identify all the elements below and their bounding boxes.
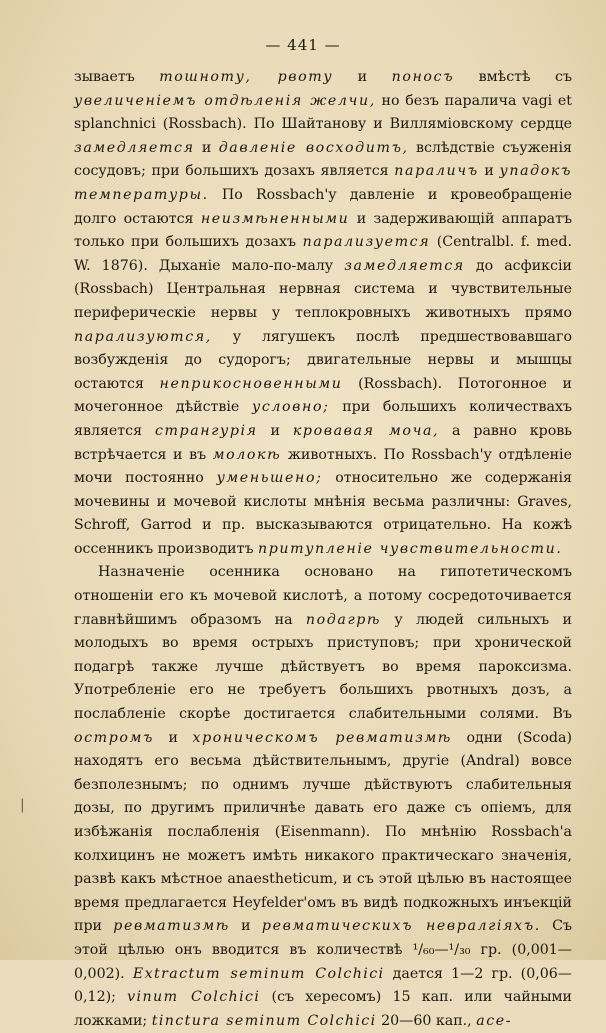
emphasis-text: странгурія bbox=[154, 422, 258, 439]
emphasis-text: асе- bbox=[476, 1012, 513, 1029]
emphasis-text: tinctura seminum Colchici bbox=[151, 1012, 377, 1029]
emphasis-text: парализуются, bbox=[74, 328, 212, 345]
emphasis-text: упадокъ температуры. bbox=[74, 163, 572, 203]
emphasis-text: условно; bbox=[252, 399, 330, 416]
emphasis-text: молокѣ bbox=[212, 446, 282, 463]
body-text: одни (Scoda) находятъ его весьма дѣйствительнымъ, другіе (Andral) вовсе безполезнымъ; по однимъ лучше дѣйствуютъ слабительныя дозы, по другимъ приличнѣе давать его даже съ опіемъ, для избѣжанія послабленія (Eisenmann). По мнѣнію Rossbach'а колхицинъ не можетъ имѣть никакого практическаго значенія, развѣ какъ мѣстное anaestheticum, и съ этой цѣлью въ настоящее время предлагается Heyfelder'омъ въ видѣ подкожныхъ инъекцій при bbox=[74, 729, 572, 935]
body-text: и задерживающій аппаратъ только при большихъ дозахъ bbox=[74, 210, 572, 251]
body-text: у людей сильныхъ и молодыхъ во время острыхъ приступовъ; при хронической подагрѣ также лучше дѣйствуетъ во время пароксизма. Употребленіе его не требуетъ большихъ рвотныхъ дозъ, а послабленіе скорѣе достигается слабительными солями. Въ bbox=[74, 611, 572, 723]
emphasis-text: параличъ bbox=[394, 163, 479, 180]
body-text: (съ хересомъ) 15 кап. или чайными ложками; bbox=[74, 989, 572, 1029]
margin-mark: | bbox=[20, 797, 25, 813]
emphasis-text: поносъ bbox=[391, 69, 455, 85]
page-body bbox=[74, 66, 572, 1033]
body-text: животныхъ. По Rossbach'у отдѣленіе мочи постоянно bbox=[74, 446, 572, 487]
body-text: зываетъ bbox=[74, 69, 160, 85]
body-text: дается 1—2 гр. (0,06—0,12); bbox=[74, 965, 572, 1006]
emphasis-text: притупленіе чувствительности. bbox=[257, 540, 563, 557]
emphasis-text: подагрѣ bbox=[305, 611, 382, 628]
emphasis-text: замедляется bbox=[74, 139, 195, 156]
body-text: вслѣдствіе съуженія сосудовъ; при большихъ дозахъ является bbox=[74, 139, 572, 180]
body-text: Назначеніе осенника основано на гипотетическомъ отношеніи его къ мочевой кислотѣ, а потому сосредоточивается главнѣйшимъ образомъ на bbox=[74, 564, 572, 628]
body-text: и bbox=[257, 422, 293, 439]
emphasis-text: парализуется bbox=[302, 234, 431, 251]
emphasis-text: неизмѣненными bbox=[200, 210, 350, 227]
body-text: 20—60 кап., bbox=[376, 1012, 477, 1029]
body-text: а равно кровь встрѣчается и въ bbox=[74, 422, 572, 463]
body-text: у лягушекъ послѣ предшествовавшаго возбужденія до судорогъ; двигательные нервы и мышцы остаются bbox=[74, 328, 572, 392]
emphasis-text: хроническомъ ревматизмѣ bbox=[192, 729, 452, 746]
body-text: (Centralbl. f. med. W. 1876). Дыханіе мало-по-малу bbox=[74, 234, 572, 274]
emphasis-text: кровавая моча, bbox=[292, 422, 440, 439]
emphasis-text: ревматизмѣ bbox=[113, 918, 230, 935]
body-text: и bbox=[478, 163, 500, 180]
emphasis-text: замедляется bbox=[344, 257, 465, 274]
body-text: (Rossbach). Потогонное и мочегонное дѣйствіе bbox=[74, 375, 573, 416]
emphasis-text: тошноту, рвоту bbox=[159, 69, 334, 85]
body-text: вмѣстѣ съ bbox=[454, 69, 572, 85]
emphasis-text: уменьшено; bbox=[216, 470, 323, 487]
paragraph-toxicology bbox=[74, 66, 572, 561]
body-text: относительно же содержанія мочевины и мочевой кислоты мнѣнія весьма различны: Graves, Schroff, Garrod и пр. высказываются отрицательно. На кожѣ оссенникъ производитъ bbox=[74, 470, 573, 557]
body-text: По Rossbach'у давленіе и кровеобращеніе долго остаются bbox=[74, 186, 572, 227]
emphasis-text: давленіе восходитъ, bbox=[218, 139, 409, 156]
body-text: и bbox=[194, 139, 219, 156]
body-text: но безъ паралича vagi et splanchnici (Rossbach). По Шайтанову и Вилляміовскому сердце bbox=[74, 92, 573, 133]
paragraph-therapeutics bbox=[74, 561, 572, 1033]
body-text: при большихъ количествахъ является bbox=[74, 399, 572, 439]
body-text: до асфиксіи (Rossbach) Центральная нервная система и чувствительные периферическіе нервы у теплокровныхъ животныхъ прямо bbox=[74, 257, 572, 321]
emphasis-text: остромъ bbox=[74, 729, 154, 746]
emphasis-text: vinum Colchici bbox=[127, 989, 261, 1006]
body-text: и bbox=[153, 729, 193, 746]
body-text: и bbox=[229, 918, 262, 935]
body-text: и bbox=[333, 69, 392, 85]
emphasis-text: ревматическихъ невралгіяхъ. bbox=[261, 918, 541, 935]
emphasis-text: неприкосновенными bbox=[159, 375, 343, 392]
emphasis-text: увеличеніемъ отдѣленія желчи, bbox=[74, 92, 376, 109]
body-text: Съ этой цѣлью онъ вводится въ количествѣ ¹/₆₀—¹/₃₀ гр. (0,001—0,002). bbox=[74, 918, 572, 982]
emphasis-text: Extractum seminum Colchici bbox=[132, 965, 385, 982]
page-number: — 441 — bbox=[265, 36, 341, 54]
